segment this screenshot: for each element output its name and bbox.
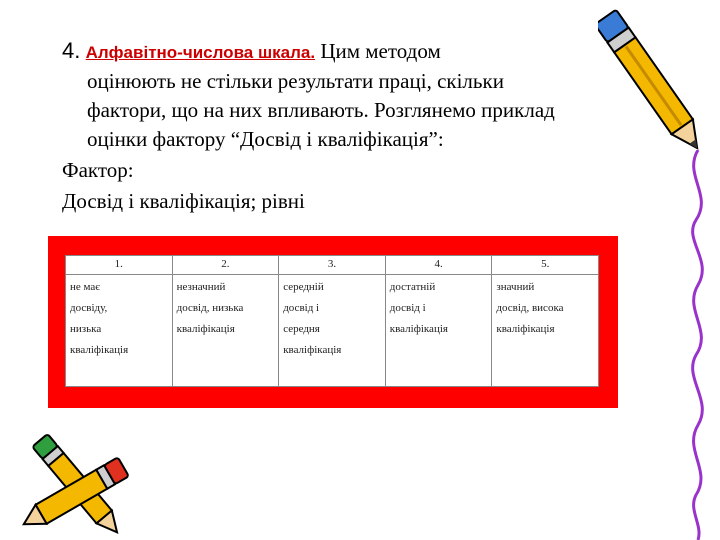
paragraph-line: оцінюють не стільки результати праці, скільки [87, 69, 504, 93]
table-header-cell: 3. [279, 256, 386, 275]
factor-label: Фактор: [62, 158, 134, 182]
cell-text: досвіду, [70, 302, 108, 314]
cell-text: не має [70, 281, 101, 293]
factor-levels-table [65, 255, 599, 387]
table-cell [279, 275, 386, 387]
cell-text: середня [283, 323, 320, 335]
cell-text: значний [496, 281, 535, 293]
cell-text: кваліфікація [496, 323, 555, 335]
pencil-icon [0, 455, 150, 540]
cell-text: низька [70, 323, 102, 335]
table-cell [385, 275, 492, 387]
item-number: 4. [62, 38, 81, 63]
item-heading [62, 36, 662, 67]
pencil-icon [598, 0, 708, 170]
cell-text: досвід, низька [176, 302, 244, 314]
table-header-cell: 1. [66, 256, 173, 275]
table-header-row [66, 256, 599, 275]
cell-text: кваліфікація [389, 323, 448, 335]
table-row [66, 275, 599, 387]
table-cell [66, 275, 173, 387]
table-header-cell: 4. [385, 256, 492, 275]
item-title: Алфавітно-числова шкала. [85, 43, 316, 62]
cell-text: досвід і [389, 302, 426, 314]
cell-text: середній [283, 281, 324, 293]
table-container [65, 255, 599, 387]
cell-text: досвід, висока [496, 302, 564, 314]
factor-value: Досвід і кваліфікація; рівні [62, 189, 305, 213]
slide-text [62, 36, 662, 216]
table-cell [172, 275, 279, 387]
cell-text: кваліфікація [70, 344, 129, 356]
cell-text: достатній [389, 281, 436, 293]
cell-text: незначний [176, 281, 226, 293]
paragraph-line: оцінки фактору “Досвід і кваліфікація”: [87, 127, 444, 151]
table-header-cell: 5. [492, 256, 599, 275]
paragraph-line: Цим методом [320, 39, 441, 63]
paragraph-line: фактори, що на них впливають. Розглянемо приклад [87, 98, 555, 122]
table-cell [492, 275, 599, 387]
squiggle-line-icon [678, 150, 718, 540]
cell-text: кваліфікація [283, 344, 342, 356]
table-frame [48, 236, 618, 408]
cell-text: досвід і [283, 302, 320, 314]
cell-text: кваліфікація [176, 323, 235, 335]
table-header-cell: 2. [172, 256, 279, 275]
